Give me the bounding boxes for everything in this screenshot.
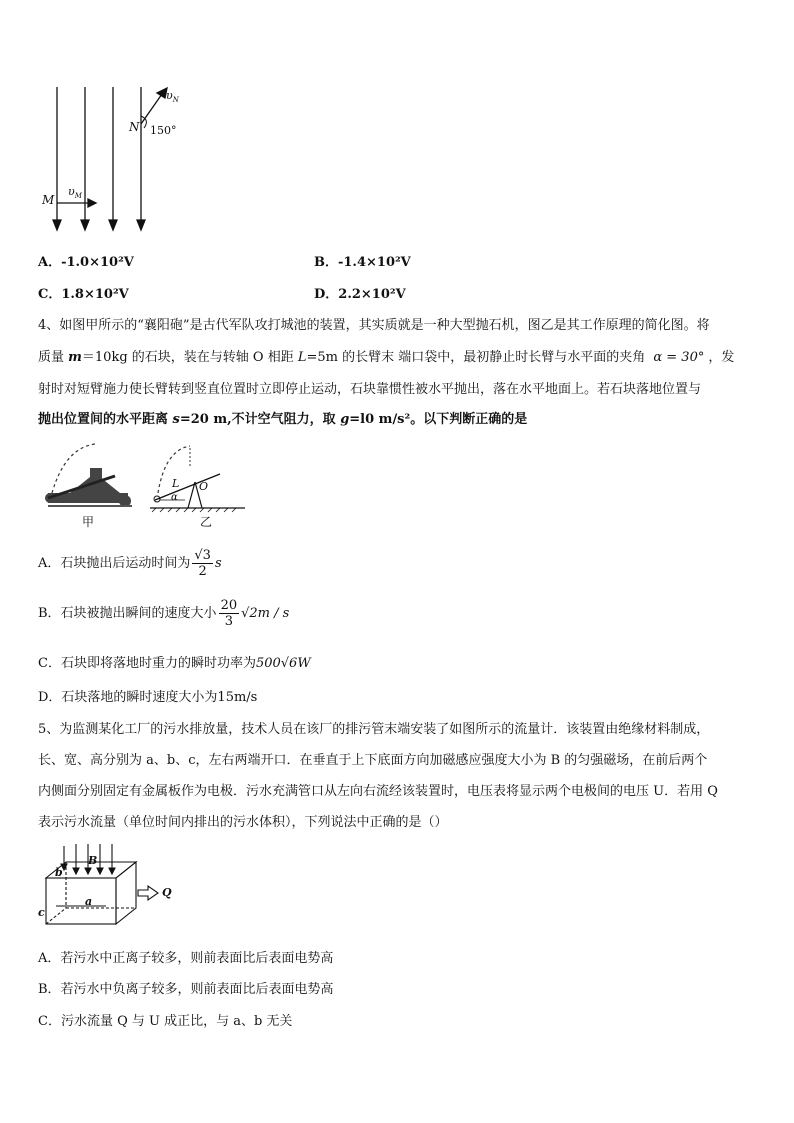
q4-option-d[interactable]: D．石块落地的瞬时速度大小为15m/s (38, 690, 258, 705)
q5-stem-line1: 5、为监测某化工厂的污水排放量，技术人员在该厂的排污管末端安装了如图所示的流量计．该装置由绝缘材料制成， (38, 722, 710, 737)
flowmeter-label-b: b (55, 866, 63, 879)
q5-option-c[interactable]: C．污水流量 Q 与 U 成正比，与 a、b 无关 (38, 1014, 293, 1029)
q5-option-b[interactable]: B．若污水中负离子较多，则前表面比后表面电势高 (38, 982, 334, 997)
q4-stem-line4: 抛出位置间的水平距离 s=20 m,不计空气阻力，取 g=l0 m/s²。以下判断正确的是 (38, 412, 528, 427)
fraction-a: $\frac{√3}{2}$ (194, 548, 211, 579)
label-angle: 150° (150, 124, 177, 137)
q3-option-a[interactable]: A．-1.0×10²V (38, 255, 134, 270)
label-vN: $\upsilon_N$ (166, 89, 179, 105)
label-N: N (129, 120, 140, 134)
label-M: M (42, 193, 55, 207)
q3-option-b[interactable]: B．-1.4×10²V (314, 255, 411, 270)
catapult-figure (40, 438, 245, 528)
flowmeter-label-a: a (85, 895, 93, 908)
q5-option-a[interactable]: A．若污水中正离子较多，则前表面比后表面电势高 (38, 951, 334, 966)
q4-stem-line3: 射时对短臂施力使长臂转到竖直位置时立即停止运动，石块靠惯性被水平抛出，落在水平地面上。若石块落地位置与 (38, 382, 702, 397)
fraction-b: $\frac{20}{3}$ (220, 598, 238, 629)
figure-label-yi: 乙 (200, 515, 213, 529)
label-vM: $\upsilon_M$ (68, 185, 82, 201)
figure-label-jia: 甲 (82, 515, 95, 529)
q5-stem-line4: 表示污水流量（单位时间内排出的污水体积），下列说法中正确的是（） (38, 815, 448, 830)
q4-option-a[interactable]: A．石块抛出后运动时间为 $\frac{√3}{2}$ s (38, 548, 222, 579)
q5-stem-line3: 内侧面分别固定有金属板作为电极．污水充满管口从左向右流经该装置时，电压表将显示两个电极间的电压 U．若用 Q (38, 784, 718, 799)
flowmeter-label-c: c (38, 906, 45, 919)
q3-option-d[interactable]: D．2.2×10²V (314, 287, 406, 302)
figure-label-alpha: α (171, 492, 178, 503)
q4-stem-line1: 4、如图甲所示的“襄阳砲”是古代军队攻打城池的装置，其实质就是一种大型抛石机，图乙是其工作原理的简化图。将 (38, 318, 710, 333)
figure-label-O: O (199, 480, 209, 493)
q4-stem-line2: 质量 m＝10kg 的石块，装在与转轴 O 相距 L=5m 的长臂末 端口袋中，最初静止时长臂与水平面的夹角 α = 30° ，发 (38, 350, 735, 365)
q3-option-c[interactable]: C．1.8×10²V (38, 287, 129, 302)
figure-label-L: L (172, 477, 180, 490)
flowmeter-label-B: B (88, 854, 98, 867)
field-lines-figure (30, 82, 200, 232)
flowmeter-label-Q: Q (162, 886, 172, 899)
q4-option-c[interactable]: C．石块即将落地时重力的瞬时功率为500√6W (38, 656, 311, 671)
flowmeter-figure (36, 840, 176, 930)
q4-option-b[interactable]: B．石块被抛出瞬间的速度大小 $\frac{20}{3}$ √2m / s (38, 598, 290, 629)
q5-stem-line2: 长、宽、高分别为 a、b、c，左右两端开口．在垂直于上下底面方向加磁感应强度大小为 B 的匀强磁场，在前后两个 (38, 753, 708, 768)
